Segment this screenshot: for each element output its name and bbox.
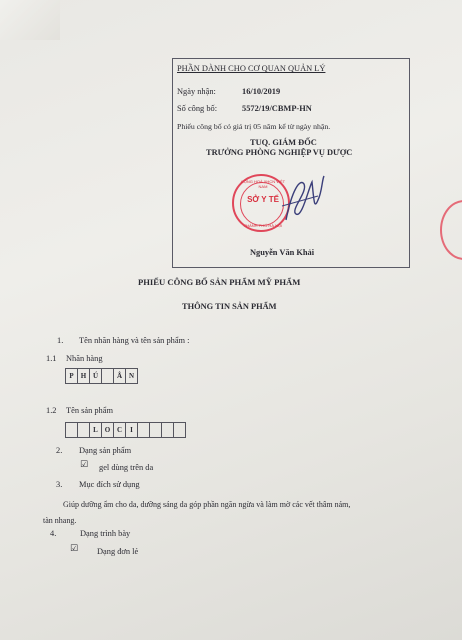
purpose-line-2: tàn nhang. — [43, 516, 77, 525]
letter-cell — [150, 422, 162, 438]
item-4-label: Dạng trình bày — [80, 529, 131, 538]
letter-cell — [78, 422, 90, 438]
item-1-2-number: 1.2 — [46, 406, 57, 415]
item-1-2-label: Tên sản phẩm — [66, 406, 113, 415]
item-1-number: 1. — [57, 336, 64, 345]
validity-note: Phiếu công bố có giá trị 05 năm kể từ ngày nhận. — [177, 122, 331, 131]
signer-name: Nguyễn Văn Khải — [250, 248, 315, 257]
number-label: Số công bố: — [177, 104, 218, 113]
letter-cell: Â — [114, 368, 126, 384]
folded-corner — [0, 0, 60, 40]
letter-cell — [162, 422, 174, 438]
edge-stamp-fragment — [440, 200, 462, 260]
item-1-label: Tên nhãn hàng và tên sản phẩm : — [79, 336, 190, 345]
received-label: Ngày nhận: — [177, 87, 216, 96]
letter-cell — [138, 422, 150, 438]
letter-cell: I — [126, 422, 138, 438]
letter-cell: H — [78, 368, 90, 384]
item-4-number: 4. — [50, 529, 57, 538]
letter-cell — [174, 422, 186, 438]
agency-heading: PHẦN DÀNH CHO CƠ QUAN QUẢN LÝ — [177, 64, 326, 73]
letter-cell: N — [126, 368, 138, 384]
letter-cell: C — [114, 422, 126, 438]
checkbox-checked-icon: ☑ — [70, 544, 79, 554]
stamp-center-text: SỞ Y TẾ — [247, 195, 279, 204]
item-2-label: Dạng sản phẩm — [79, 446, 132, 455]
stamp-ring-top: CỘNG HOÀ XHCN VIỆT NAM — [240, 179, 286, 189]
section-title: THÔNG TIN SẢN PHẨM — [182, 302, 277, 311]
stamp-ring-bottom: THÀNH PHỐ HÀ NỘI — [243, 223, 283, 228]
brand-letter-grid — [65, 368, 138, 384]
product-letter-grid — [65, 422, 186, 438]
letter-cell: Ú — [90, 368, 102, 384]
signer-title-1: TUQ. GIÁM ĐỐC — [250, 138, 317, 147]
item-3-label: Mục đích sử dụng — [79, 480, 140, 489]
item-4-option: Dạng đơn lẻ — [97, 547, 139, 556]
letter-cell — [102, 368, 114, 384]
item-1-1-number: 1.1 — [46, 354, 57, 363]
item-3-number: 3. — [56, 480, 63, 489]
announcement-number: 5572/19/CBMP-HN — [242, 104, 312, 113]
document-title: PHIẾU CÔNG BỐ SẢN PHẨM MỸ PHẨM — [138, 277, 301, 287]
letter-cell: O — [102, 422, 114, 438]
item-2-number: 2. — [56, 446, 63, 455]
received-date: 16/10/2019 — [242, 87, 281, 96]
letter-cell: L — [90, 422, 102, 438]
checkbox-checked-icon: ☑ — [80, 460, 89, 470]
purpose-line-1: Giúp dưỡng ẩm cho da, dưỡng sáng da góp phần ngăn ngừa và làm mờ các vết thâm nám, — [63, 500, 351, 509]
letter-cell — [65, 422, 78, 438]
item-1-1-label: Nhãn hàng — [66, 354, 103, 363]
letter-cell: P — [65, 368, 78, 384]
signer-title-2: TRƯỞNG PHÒNG NGHIỆP VỤ DƯỢC — [206, 148, 353, 157]
signature-icon — [278, 170, 328, 230]
item-2-option: gel dùng trên da — [99, 463, 154, 472]
